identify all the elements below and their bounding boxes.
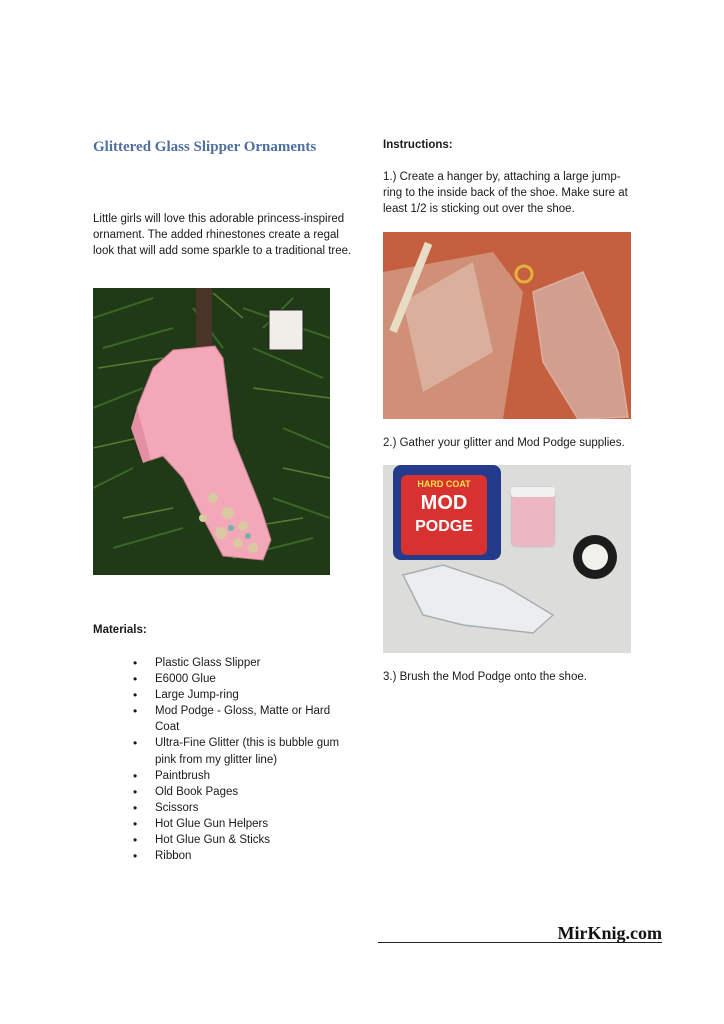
step-1-text: 1.) Create a hanger by, attaching a large jump-ring to the inside back of the shoe. Make sure at least 1/2 is sticking out over the shoe. [383, 171, 628, 215]
step-2-text: 2.) Gather your glitter and Mod Podge supplies. [383, 437, 625, 449]
step1-photo [383, 232, 631, 419]
intro-paragraph: Little girls will love this adorable princess-inspired ornament. The added rhinestones create a regal look that will add some sparkle to a traditional tree. [93, 213, 352, 257]
list-item: • E6000 Glue [155, 671, 340, 687]
list-item: • Ribbon [155, 848, 340, 864]
step-3-text: 3.) Brush the Mod Podge onto the shoe. [383, 671, 587, 683]
step2-photo-art [383, 465, 631, 653]
footer-brand: MirKnig.com [557, 923, 662, 943]
ornament-photo [93, 288, 330, 575]
list-item: • Hot Glue Gun & Sticks [155, 832, 340, 848]
jar-label-line2: PODGE [415, 518, 473, 535]
jar-label-top: HARD COAT [417, 479, 471, 489]
page-title: Glittered Glass Slipper Ornaments [93, 139, 317, 155]
list-item: • Hot Glue Gun Helpers [155, 816, 340, 832]
list-item: • Paintbrush [155, 768, 340, 784]
list-item: • Scissors [155, 800, 340, 816]
step1-photo-art [383, 232, 631, 419]
step2-photo [383, 465, 631, 653]
materials-heading: Materials: [93, 624, 147, 636]
list-item: • Mod Podge - Gloss, Matte or Hard Coat [155, 703, 340, 735]
list-item: • Large Jump-ring [155, 687, 340, 703]
list-item: • Ultra-Fine Glitter (this is bubble gum pink from my glitter line) [155, 735, 340, 767]
materials-list [155, 655, 340, 864]
list-item: • Old Book Pages [155, 784, 340, 800]
jar-label-line1: MOD [420, 492, 468, 514]
list-item: • Plastic Glass Slipper [155, 655, 340, 671]
ornament-photo-art [93, 288, 330, 575]
instructions-heading: Instructions: [383, 139, 453, 151]
